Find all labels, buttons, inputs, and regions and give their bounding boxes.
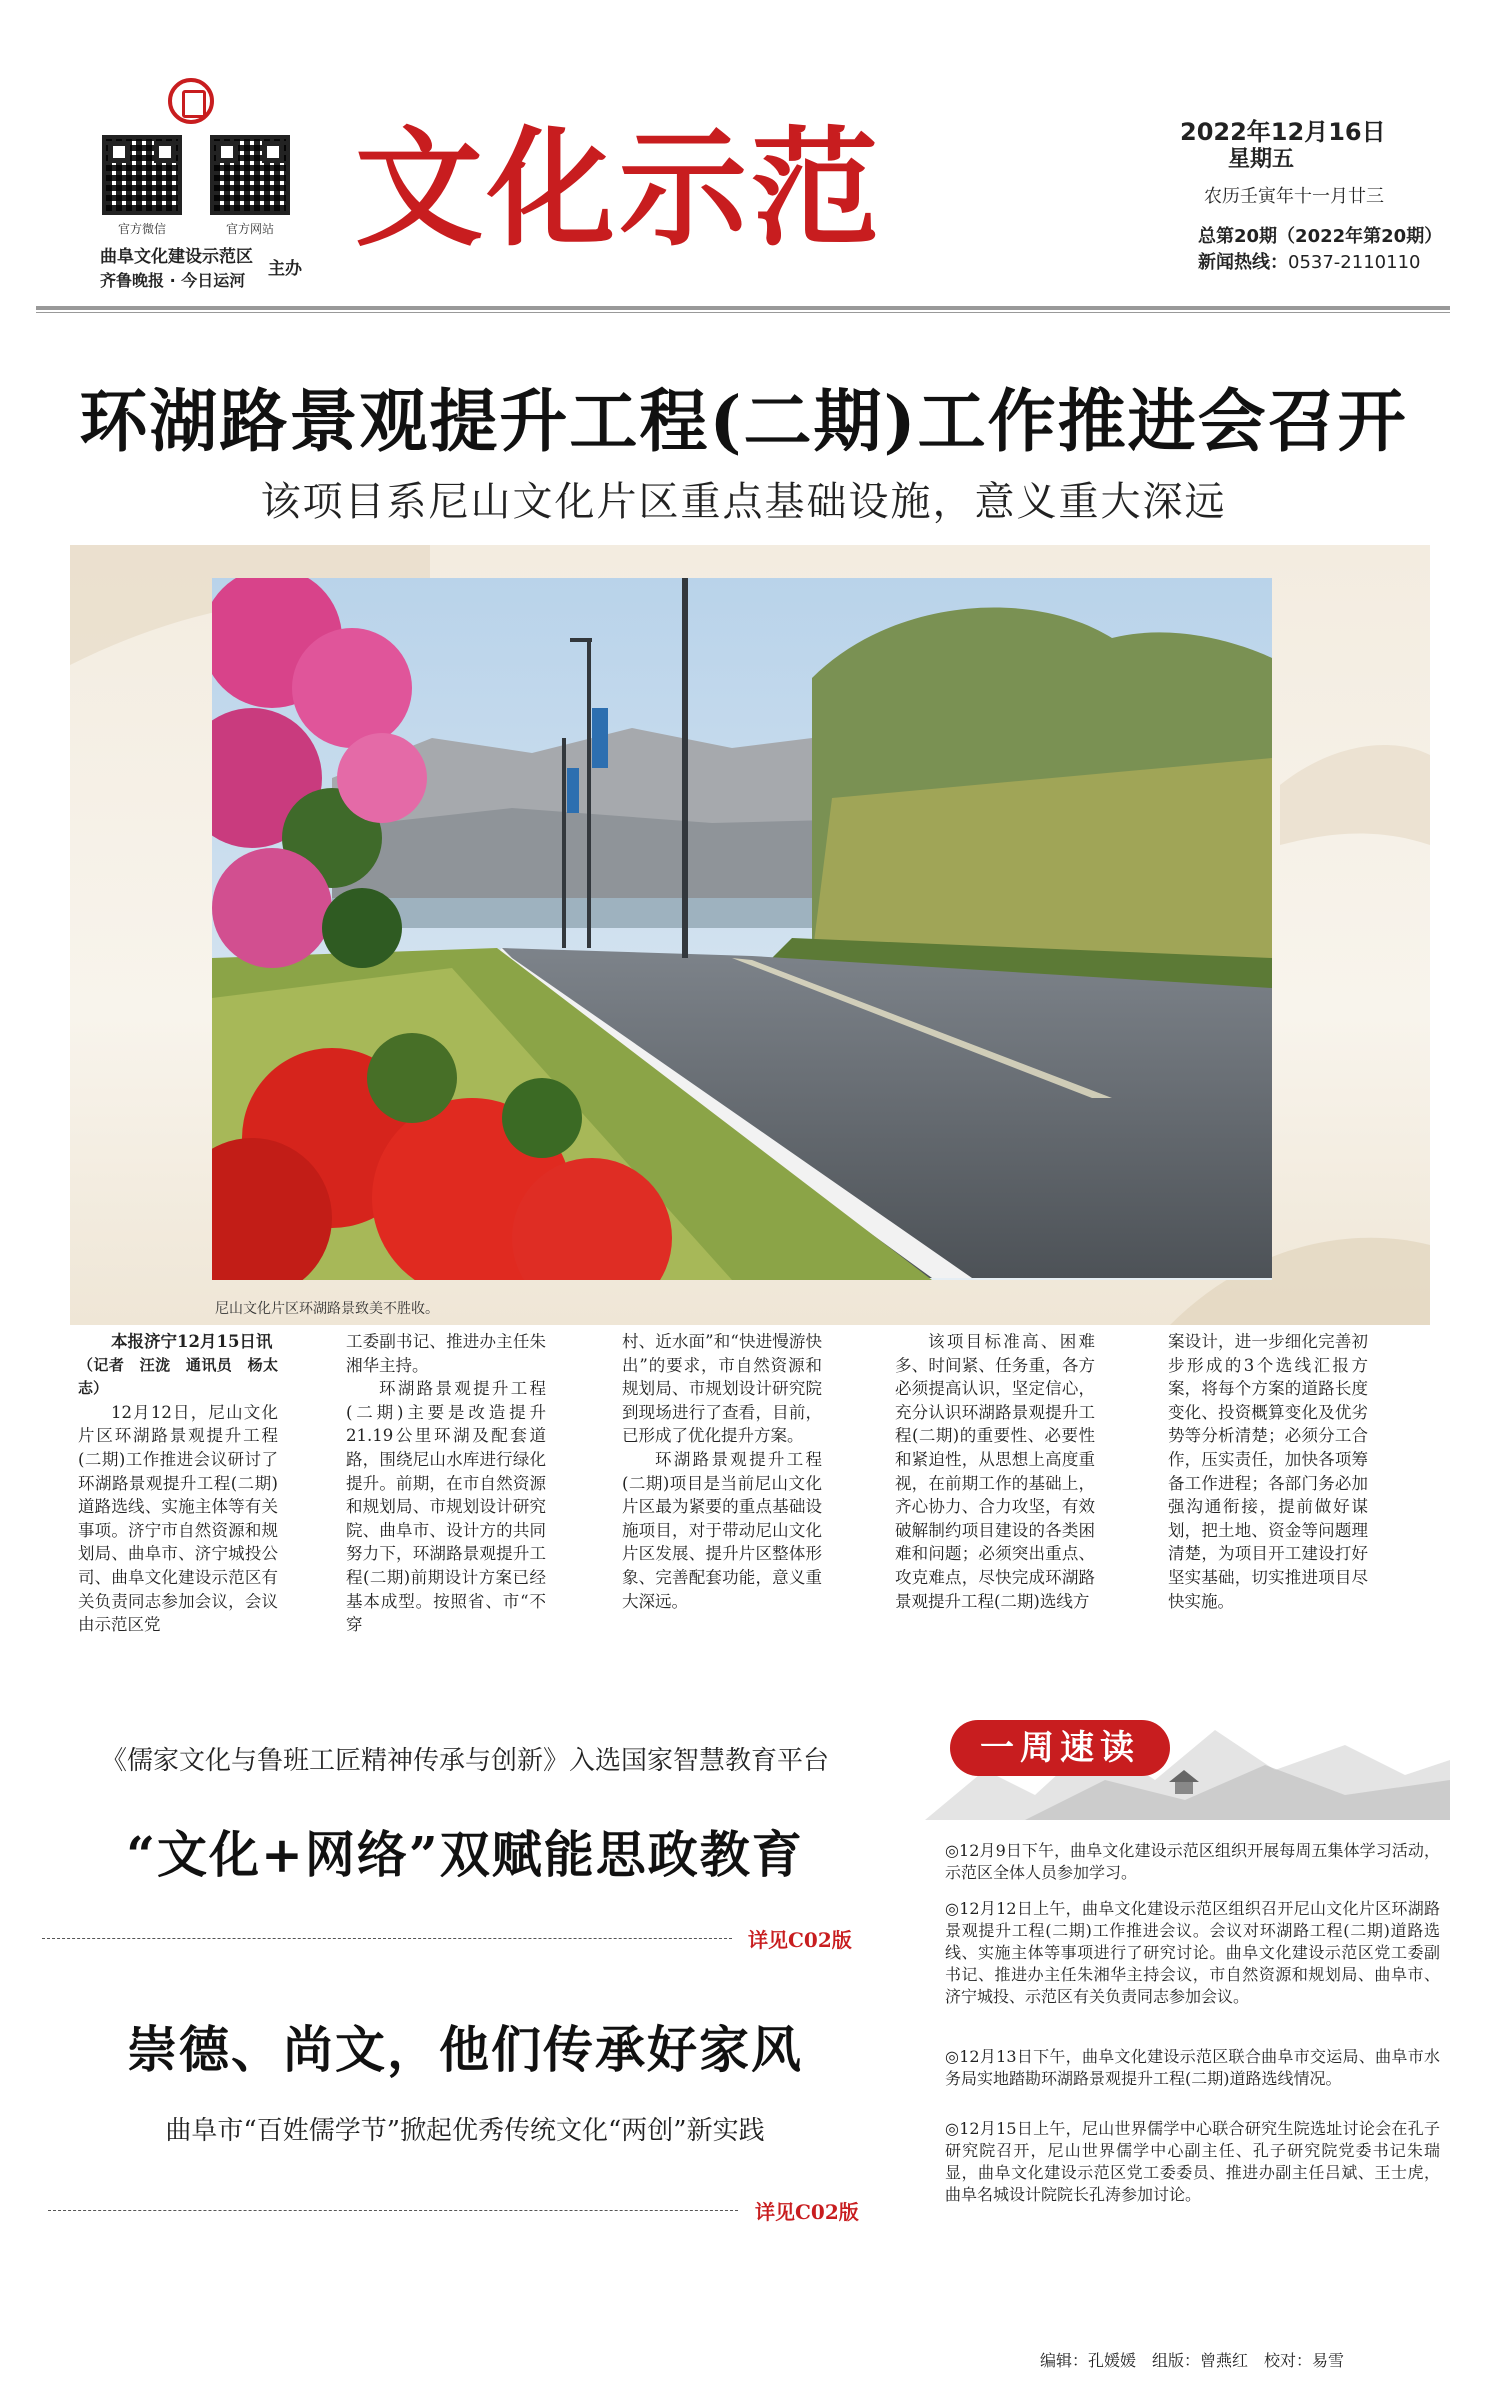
masthead-rule (36, 306, 1450, 310)
article-column-3 (622, 1330, 822, 1613)
photo-caption: 尼山文化片区环湖路景致美不胜收。 (215, 1301, 439, 1317)
teaser-1-divider (42, 1938, 732, 1939)
newspaper-title: 文化示范 (355, 115, 884, 264)
issue-number: 总第20期（2022年第20期） (1198, 226, 1443, 247)
digest-item: ◎12月13日下午，曲阜文化建设示范区联合曲阜市交运局、曲阜市水务局实地踏勘环湖路景观提升工程(二期)道路选线情况。 (945, 2047, 1440, 2088)
qr-left-label: 官方微信 (117, 222, 166, 236)
teaser-2-divider (48, 2210, 738, 2211)
hotline (1198, 248, 1420, 274)
teaser-2-see-page[interactable]: 详见C02版 (755, 2200, 859, 2224)
digest-item: ◎12月12日上午，曲阜文化建设示范区组织召开尼山文化片区环湖路景观提升工程(二期)工作推进会议。会议对环湖路工程(二期)道路选线、实施主体等事项进行了研究讨论。曲阜文化建设示范区党工委副书记、推进办主任朱湘华主持会议，市自然资源和规划局、曲阜市、济宁城投、示范区有关负责同志参加会议。 (945, 1899, 1440, 2006)
qr-right-label: 官方网站 (225, 222, 274, 236)
digest-item: ◎12月15日上午，尼山世界儒学中心联合研究生院选址讨论会在孔子研究院召开，尼山世界儒学中心副主任、孔子研究院党委书记朱瑞显，曲阜文化建设示范区党工委委员、推进办副主任吕斌、王士虎，曲阜名城设计院院长孔涛参加讨论。 (945, 2119, 1440, 2204)
article-paragraph: 案设计，进一步细化完善初步形成的3个选线汇报方案，将每个方案的道路长度变化、投资概算变化及优劣势等分析清楚；必须分工合作，压实责任，加快各项筹备工作进程；各部门务必加强沟通衔接，提前做好谋划，把土地、资金等问题理清楚，为项目开工建设打好坚实基础，切实推进项目尽快实施。 (1168, 1332, 1368, 1611)
article-column-1 (78, 1330, 278, 1637)
website-qr-code[interactable] (210, 135, 290, 215)
sponsor-role: 主办 (268, 259, 302, 279)
lead-subhead: 该项目系尼山文化片区重点基础设施，意义重大深远 (260, 479, 1227, 525)
article-column-5 (1168, 1330, 1368, 1613)
article-paragraph: 工委副书记、推进办主任朱湘华主持。 (346, 1332, 546, 1375)
article-byline: 本报济宁12月15日讯 (111, 1332, 273, 1351)
wechat-qr-code[interactable] (102, 135, 182, 215)
article-column-4 (895, 1330, 1095, 1613)
lead-photo-road (212, 578, 1272, 1280)
sponsor-line1: 曲阜文化建设示范区 (100, 247, 253, 267)
digest-item: ◎12月9日下午，曲阜文化建设示范区组织开展每周五集体学习活动，示范区全体人员参加学习。 (945, 1841, 1440, 1882)
article-column-2 (346, 1330, 546, 1637)
issue-date: 2022年12月16日 (1180, 118, 1386, 146)
weekday: 星期五 (1228, 147, 1295, 172)
digest-title-badge: 一周速读 (950, 1720, 1170, 1776)
lead-headline: 环湖路景观提升工程(二期)工作推进会召开 (79, 382, 1408, 462)
hotline-number: 0537-2110110 (1288, 252, 1421, 273)
article-paragraph: 该项目标准高、困难多、时间紧、任务重，各方必须提高认识，坚定信心，充分认识环湖路景观提升工程(二期)的重要性、必要性和紧迫性，从思想上高度重视，在前期工作的基础上，齐心协力、合力攻坚，有效破解制约项目建设的各类困难和问题；必须突出重点、攻克难点，尽快完成环湖路景观提升工程(二期)选线方 (895, 1332, 1095, 1611)
article-reporters: （记者 汪泷 通讯员 杨太志） (78, 1355, 278, 1398)
teaser-2-subhead: 曲阜市“百姓儒学节”掀起优秀传统文化“两创”新实践 (165, 2116, 765, 2146)
teaser-1-kicker: 《儒家文化与鲁班工匠精神传承与创新》入选国家智慧教育平台 (100, 1746, 829, 1776)
lunar-date: 农历壬寅年十一月廿三 (1204, 186, 1384, 207)
masthead-seal-logo (168, 78, 214, 124)
teaser-2-headline[interactable]: 崇德、尚文，他们传承好家风 (127, 2020, 803, 2079)
teaser-1-see-page[interactable]: 详见C02版 (748, 1928, 852, 1952)
teaser-1-headline[interactable]: “文化+网络”双赋能思政教育 (126, 1825, 804, 1884)
article-paragraph: 12月12日，尼山文化片区环湖路景观提升工程(二期)工作推进会议研讨了环湖路景观提升工程(二期)道路选线、实施主体等有关事项。济宁市自然资源和规划局、曲阜市、济宁城投公司、曲阜文化建设示范区有关负责同志参加会议，会议由示范区党 (78, 1402, 278, 1635)
sponsor-line2: 齐鲁晚报 · 今日运河 (100, 271, 246, 290)
hotline-label: 新闻热线： (1198, 252, 1288, 273)
page-credits: 编辑：孔媛媛 组版：曾燕红 校对：易雪 (1040, 2351, 1345, 2370)
article-paragraph: 环湖路景观提升工程(二期)项目是当前尼山文化片区最为紧要的重点基础设施项目，对于带动尼山文化片区发展、提升片区整体形象、完善配套功能，意义重大深远。 (622, 1449, 822, 1611)
masthead-rule-thin (36, 312, 1450, 313)
article-paragraph: 环湖路景观提升工程(二期)主要是改造提升21.19公里环湖及配套道路，围绕尼山水库进行绿化提升。前期，在市自然资源和规划局、市规划设计研究院、曲阜市、设计方的共同努力下，环湖路景观提升工程(二期)前期设计方案已经基本成型。按照省、市“不穿 (346, 1379, 546, 1635)
article-paragraph: 村、近水面”和“快进慢游快出”的要求，市自然资源和规划局、市规划设计研究院到现场进行了查看，目前，已形成了优化提升方案。 (622, 1332, 822, 1446)
